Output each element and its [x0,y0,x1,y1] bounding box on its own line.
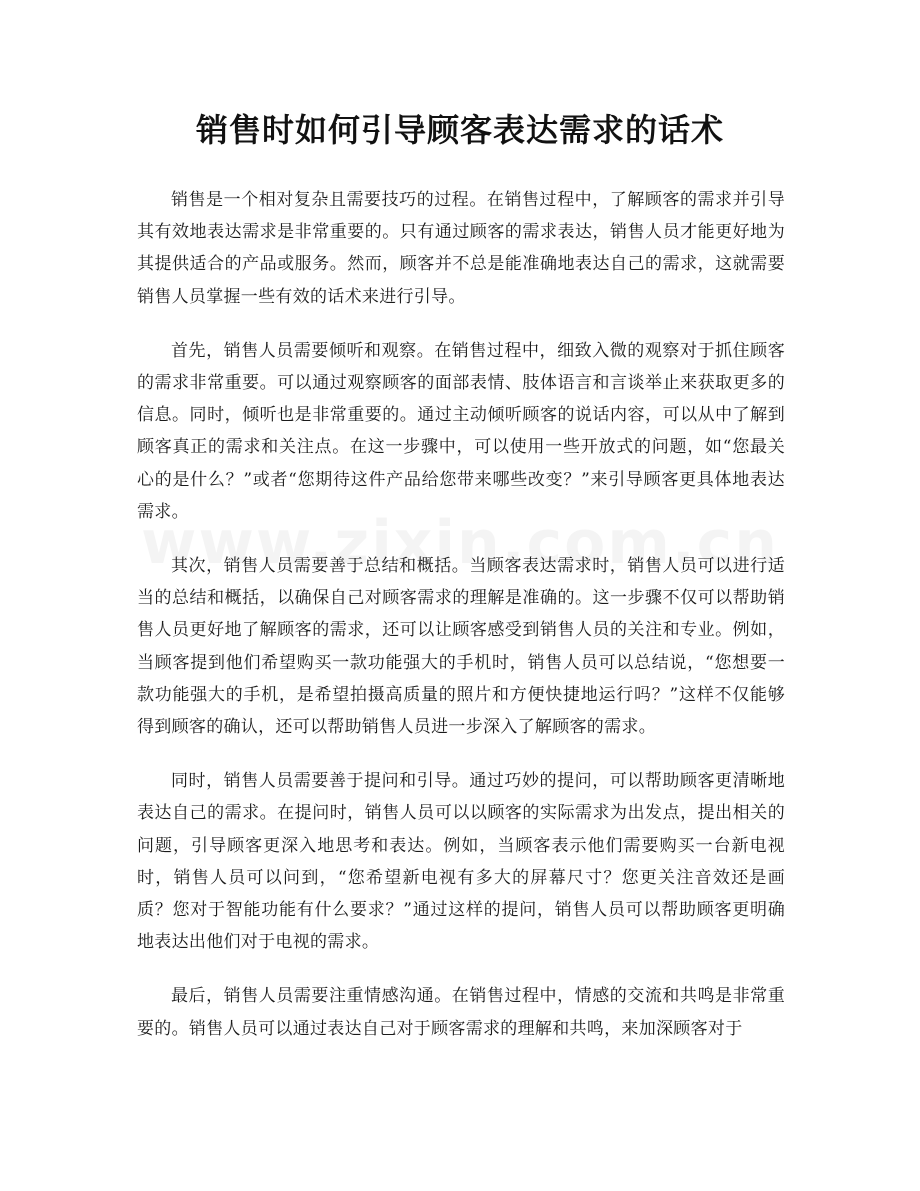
paragraph-emotional-communication: 最后，销售人员需要注重情感沟通。在销售过程中，情感的交流和共鸣是非常重要的。销售人员可以通过表达自己对于顾客需求的理解和共鸣，来加深顾客对于 [137,986,785,1039]
paragraph-intro: 销售是一个相对复杂且需要技巧的过程。在销售过程中，了解顾客的需求并引导其有效地表达需求是非常重要的。只有通过顾客的需求表达，销售人员才能更好地为其提供适合的产品或服务。然而，顾客并不总是能准确地表达自己的需求，这就需要销售人员掌握一些有效的话术来进行引导。 [137,190,785,307]
paragraph-summarize: 其次，销售人员需要善于总结和概括。当顾客表达需求时，销售人员可以进行适当的总结和概括，以确保自己对顾客需求的理解是准确的。这一步骤不仅可以帮助销售人员更好地了解顾客的需求，还可以让顾客感受到销售人员的关注和专业。例如，当顾客提到他们希望购买一款功能强大的手机时，销售人员可以总结说，“您想要一款功能强大的手机，是希望拍摄高质量的照片和方便快捷地运行吗？”这样不仅能够得到顾客的确认，还可以帮助销售人员进一步深入了解顾客的需求。 [137,556,785,738]
document-body [137,184,785,1067]
paragraph-listen-observe: 首先，销售人员需要倾听和观察。在销售过程中，细致入微的观察对于抓住顾客的需求非常重要。可以通过观察顾客的面部表情、肢体语言和言谈举止来获取更多的信息。同时，倾听也是非常重要的。通过主动倾听顾客的说话内容，可以从中了解到顾客真正的需求和关注点。在这一步骤中，可以使用一些开放式的问题，如“您最关心的是什么？”或者“您期待这件产品给您带来哪些改变？”来引导顾客更具体地表达需求。 [137,340,785,522]
paragraph-question-guide: 同时，销售人员需要善于提问和引导。通过巧妙的提问，可以帮助顾客更清晰地表达自己的需求。在提问时，销售人员可以以顾客的实际需求为出发点，提出相关的问题，引导顾客更深入地思考和表达。例如，当顾客表示他们需要购买一台新电视时，销售人员可以问到，“您希望新电视有多大的屏幕尺寸？您更关注音效还是画质？您对于智能功能有什么要求？”通过这样的提问，销售人员可以帮助顾客更明确地表达出他们对于电视的需求。 [137,771,785,953]
document-title: 销售时如何引导顾客表达需求的话术 [195,111,724,149]
